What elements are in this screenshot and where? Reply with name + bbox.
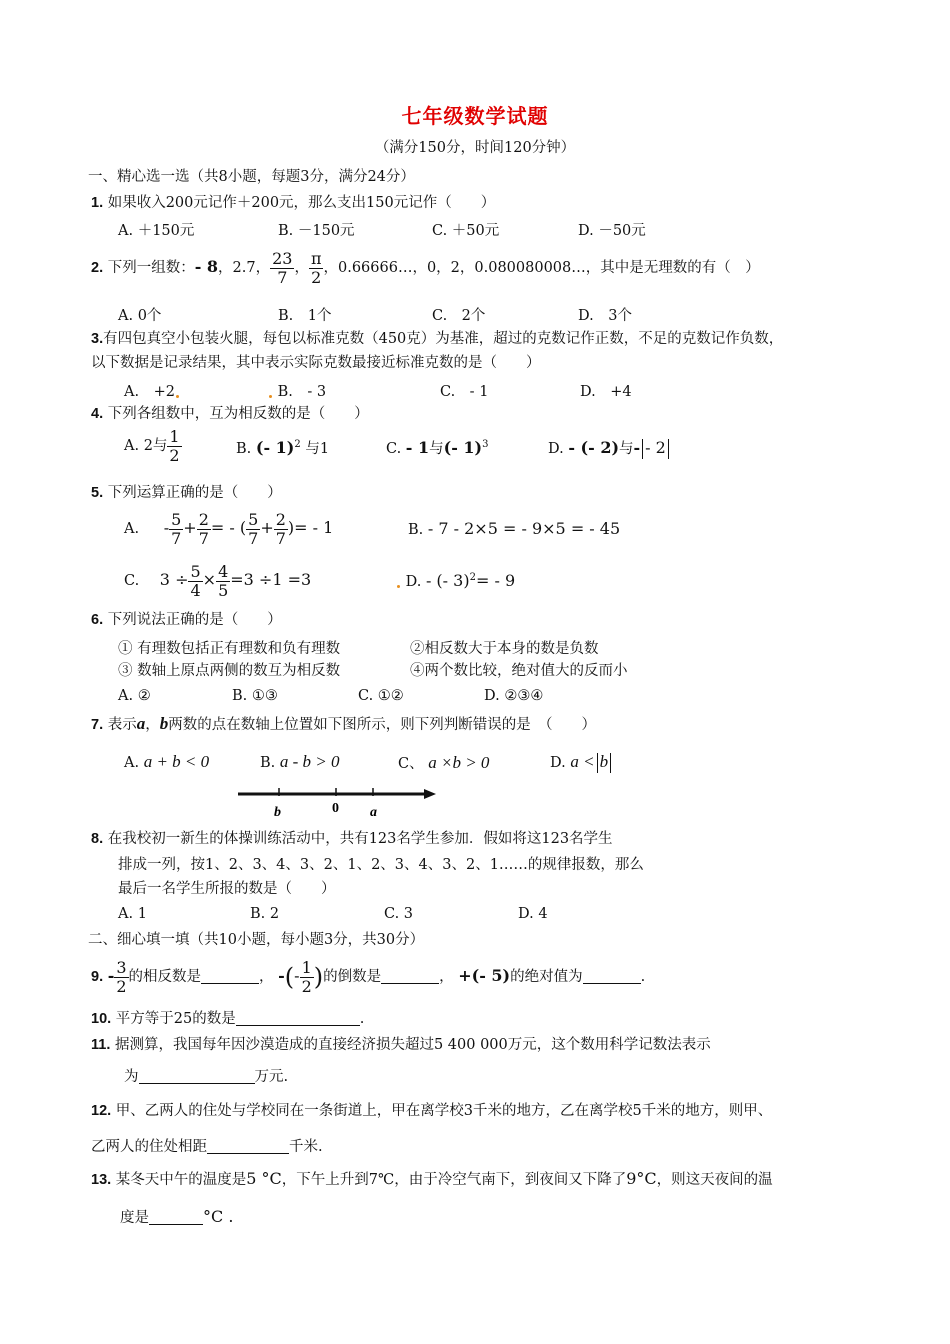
question-11 xyxy=(91,1036,711,1054)
question-stem: 下列运算正确的是（ ） xyxy=(107,485,282,501)
abs-bar-right xyxy=(610,753,611,773)
result: = - 1 xyxy=(294,518,334,537)
option-label: D. xyxy=(550,755,566,771)
question-4 xyxy=(91,405,369,423)
question-1 xyxy=(91,194,495,212)
fraction-23-7 xyxy=(270,250,294,287)
exponent: 2 xyxy=(294,439,301,451)
question-number: 12. xyxy=(91,1103,112,1119)
question-stem: 如果收入200元记作＋200元，那么支出150元记作（ ） xyxy=(107,195,496,211)
q8-option-b[interactable]: B. 2 xyxy=(250,906,280,922)
option-label: A. +2 xyxy=(124,384,175,400)
question-number: 5. xyxy=(91,485,104,501)
q3-option-a[interactable] xyxy=(124,380,180,401)
question-number: 10. xyxy=(91,1011,112,1027)
page-subtitle: （满分150分，时间120分钟） xyxy=(374,140,576,156)
mark-dot xyxy=(397,585,400,588)
separator: ， xyxy=(145,717,160,733)
q7-option-d[interactable] xyxy=(550,752,613,773)
statement-2: ②相反数大于本身的数是负数 xyxy=(410,641,599,657)
question-2 xyxy=(91,247,760,288)
expression: a - b > 0 xyxy=(279,752,340,771)
question-stem-b: 两数的点在数轴上位置如下图所示，则下列判断错误的是 （ ） xyxy=(168,717,596,733)
q1-option-a[interactable]: A. ＋150元 xyxy=(118,223,195,239)
question-number: 6. xyxy=(91,612,104,628)
denominator: 2 xyxy=(311,267,322,287)
number-line xyxy=(236,784,440,824)
section-1-heading: 一、精心选一选（共8小题，每题3分，满分24分） xyxy=(88,169,415,185)
close-paren: ) xyxy=(313,963,324,991)
option-label: B. - 3 xyxy=(277,384,327,400)
expression: - 1 xyxy=(405,438,430,457)
abs-bar-left xyxy=(642,439,643,459)
fraction xyxy=(246,511,260,548)
exponent: 2 xyxy=(469,572,476,584)
fraction xyxy=(216,563,230,600)
q8-option-d[interactable]: D. 4 xyxy=(518,906,548,922)
answer-blank[interactable] xyxy=(139,1069,255,1084)
variable-b: b xyxy=(159,714,169,733)
answer-blank-3[interactable] xyxy=(583,969,641,984)
numerator: 1 xyxy=(301,957,312,977)
text: 某冬天中午的温度是 xyxy=(115,1172,247,1188)
connector: 与 xyxy=(619,441,634,457)
temperature-1: 5 °C xyxy=(246,1169,282,1188)
q3-option-b[interactable] xyxy=(268,380,326,401)
question-number: 2. xyxy=(91,260,104,276)
q3-option-c[interactable]: C. - 1 xyxy=(440,384,489,400)
close-paren: ) xyxy=(287,518,295,537)
question-8-line-2: 排成一列，按1、2、3、4、3、2、1、2、3、4、3、2、1……的规律报数，那么 xyxy=(118,857,644,873)
question-number: 3. xyxy=(91,331,104,347)
fraction-1-2 xyxy=(167,428,181,465)
separator: ，2.7， xyxy=(218,260,271,276)
denominator: 2 xyxy=(301,976,312,996)
question-number: 7. xyxy=(91,717,104,733)
option-label: D. xyxy=(405,574,422,590)
q4-option-a[interactable] xyxy=(124,426,182,466)
numerator: 1 xyxy=(169,426,180,446)
connector: 与 xyxy=(429,441,444,457)
question-stem: 下列说法正确的是（ ） xyxy=(107,612,282,628)
q7-option-c[interactable] xyxy=(398,752,489,773)
label-a: a xyxy=(370,805,377,820)
text: 乙两人的住处相距 xyxy=(91,1139,207,1155)
option-label: C. xyxy=(124,573,140,589)
question-5 xyxy=(91,484,282,502)
q4-option-b[interactable] xyxy=(236,437,329,458)
expression: (- 1) xyxy=(255,438,295,457)
abs-bar-left xyxy=(597,753,598,773)
q2-option-d[interactable]: D. 3个 xyxy=(578,308,632,324)
question-7 xyxy=(91,715,596,734)
period: . xyxy=(640,969,646,985)
question-10 xyxy=(91,1010,364,1028)
text: 度是 xyxy=(120,1210,149,1226)
option-label: C. xyxy=(386,441,402,457)
option-label: B. xyxy=(408,522,424,538)
minus-sign: - xyxy=(107,966,115,985)
open-paren: ( xyxy=(284,963,295,991)
question-13-line-2 xyxy=(120,1208,233,1227)
option-label: A. xyxy=(124,521,140,537)
q8-option-a[interactable]: A. 1 xyxy=(118,906,147,922)
denominator: 2 xyxy=(116,976,127,996)
temperature-2: 9°C xyxy=(626,1169,657,1188)
answer-blank[interactable] xyxy=(207,1139,289,1154)
q5-option-c[interactable] xyxy=(124,560,311,601)
question-3 xyxy=(91,330,783,348)
period: . xyxy=(359,1011,365,1027)
question-3-line-2: 以下数据是记录结果，其中表示实际克数最接近标准克数的是（ ） xyxy=(91,355,541,371)
denominator: 2 xyxy=(169,445,180,465)
numerator: 3 xyxy=(116,957,127,977)
question-number: 9. xyxy=(91,969,104,985)
numerator: 2 xyxy=(198,509,209,529)
numerator: 5 xyxy=(171,509,182,529)
expression: - (- 3) xyxy=(425,571,470,590)
numerator: 2 xyxy=(275,509,286,529)
expression: a ×b > 0 xyxy=(428,753,490,772)
minus-sign: - xyxy=(163,518,170,537)
expression-pre: 3 ÷ xyxy=(159,570,189,589)
option-label: A. 2 xyxy=(124,438,153,454)
text: 的绝对值为 xyxy=(510,969,583,985)
statement-4: ④两个数比较，绝对值大的反而小 xyxy=(410,663,628,679)
numerator: 4 xyxy=(218,561,229,581)
q1-option-c[interactable]: C. ＋50元 xyxy=(432,223,500,239)
expression-2: (- 1) xyxy=(443,438,483,457)
q3-option-d[interactable]: D. +4 xyxy=(580,384,632,400)
option-label: B. xyxy=(236,441,252,457)
q4-option-c[interactable] xyxy=(386,437,489,458)
numerator: π xyxy=(310,248,322,268)
q2-option-c[interactable]: C. 2个 xyxy=(432,308,486,324)
question-11-line-2 xyxy=(124,1068,288,1086)
equals-minus-paren: = - ( xyxy=(210,518,247,537)
answer-blank[interactable] xyxy=(149,1210,203,1225)
abs-content: b xyxy=(599,752,609,771)
section-2-heading: 二、细心填一填（共10小题，每小题3分，共30分） xyxy=(88,932,425,948)
axis-arrow xyxy=(424,789,436,799)
question-stem-a: 下列一组数： xyxy=(107,260,195,276)
question-number: 4. xyxy=(91,406,104,422)
times-sign: × xyxy=(202,570,217,589)
text: 万元. xyxy=(254,1069,289,1085)
text: 的相反数是 xyxy=(128,969,202,985)
q5-option-a[interactable] xyxy=(124,508,333,549)
fraction xyxy=(274,511,288,548)
question-stem: 平方等于25的数是 xyxy=(115,1011,236,1027)
question-stem-line-1: 在我校初一新生的体操训练活动中，共有123名学生参加．假如将这123名学生 xyxy=(107,831,613,847)
q6-option-c[interactable]: C. ①② xyxy=(358,688,404,704)
mark-dot xyxy=(176,395,179,398)
q5-option-b[interactable] xyxy=(408,519,620,538)
answer-blank-2[interactable] xyxy=(381,969,439,984)
question-8-line-3: 最后一名学生所报的数是（ ） xyxy=(118,881,336,897)
q5-option-d[interactable] xyxy=(396,571,515,590)
abs-content: - 2 xyxy=(645,438,666,457)
value-minus-8: - 8 xyxy=(194,257,219,276)
label-0: 0 xyxy=(332,801,339,816)
minus-sign: - xyxy=(294,966,300,985)
text: ，则这天夜间的温 xyxy=(656,1172,773,1188)
text: 千米. xyxy=(289,1139,323,1155)
expression: a + b < 0 xyxy=(143,752,210,771)
fraction-pi-2 xyxy=(309,250,324,287)
q2-option-a[interactable]: A. 0个 xyxy=(118,308,162,324)
plus-sign: + xyxy=(260,518,274,537)
denominator: 7 xyxy=(277,267,288,287)
question-number: 13. xyxy=(91,1172,112,1188)
expression-post: =3 ÷1 =3 xyxy=(230,570,312,589)
question-9 xyxy=(91,956,645,997)
fraction-1-2 xyxy=(300,959,314,996)
q6-option-a[interactable]: A. ② xyxy=(118,688,151,704)
text: 的倒数是 xyxy=(323,969,382,985)
q7-option-a[interactable] xyxy=(124,752,209,772)
option-tail: 与1 xyxy=(305,441,330,457)
denominator: 4 xyxy=(190,580,201,600)
fraction xyxy=(197,511,211,548)
text: 为 xyxy=(124,1069,139,1085)
q4-option-d[interactable] xyxy=(548,437,671,459)
minus-sign: - xyxy=(278,966,285,985)
plus-sign: + xyxy=(183,518,197,537)
question-12-line-2 xyxy=(91,1138,323,1156)
answer-blank-1[interactable] xyxy=(201,969,259,984)
expression: - 7 - 2×5 = - 9×5 = - 45 xyxy=(427,519,621,538)
denominator: 5 xyxy=(218,580,229,600)
statement-1: ① 有理数包括正有理数和负有理数 xyxy=(118,641,341,657)
expression: - (- 2) xyxy=(568,438,620,457)
option-label: A. xyxy=(124,755,140,771)
question-stem-line-1: 有四包真空小包装火腿，每包以标准克数（450克）为基准，超过的克数记作正数，不足的克数记作负数， xyxy=(103,331,784,347)
separator: ， xyxy=(294,260,309,276)
denominator: 7 xyxy=(275,528,286,548)
fraction-3-2 xyxy=(114,959,128,996)
page-title: 七年级数学试题 xyxy=(401,104,549,128)
question-stem-b: ，0.66666…，0，2，0.080080008…，其中是无理数的有（ ） xyxy=(323,260,760,276)
numerator: 5 xyxy=(248,509,259,529)
option-label: B. xyxy=(260,755,276,771)
numerator: 5 xyxy=(190,561,201,581)
denominator: 7 xyxy=(171,528,182,548)
text: ，下午上升到7℃，由于冷空气南下，到夜间又下降了 xyxy=(281,1172,627,1188)
expression: a < xyxy=(570,752,595,771)
label-b: b xyxy=(274,805,281,820)
question-6 xyxy=(91,611,282,629)
question-stem-a: 表示 xyxy=(107,717,137,733)
q7-option-b[interactable] xyxy=(260,752,340,772)
numerator: 23 xyxy=(272,248,293,268)
q6-option-b[interactable]: B. ①③ xyxy=(232,688,278,704)
exponent: 3 xyxy=(482,439,489,451)
q1-option-b[interactable]: B. －150元 xyxy=(278,223,355,239)
expression: +(- 5) xyxy=(458,966,511,985)
question-stem-line-1: 据测算，我国每年因沙漠造成的直接经济损失超过5 400 000万元，这个数用科学记数法表示 xyxy=(114,1037,711,1053)
variable-a: a xyxy=(136,714,146,733)
connector: 与 xyxy=(152,438,168,454)
fraction xyxy=(169,511,183,548)
abs-bar-right xyxy=(668,439,669,459)
denominator: 7 xyxy=(248,528,259,548)
q2-option-b[interactable]: B. 1个 xyxy=(278,308,332,324)
fraction xyxy=(188,563,202,600)
question-12 xyxy=(91,1102,772,1120)
q1-option-d[interactable]: D. －50元 xyxy=(578,223,646,239)
denominator: 7 xyxy=(198,528,209,548)
question-number: 8. xyxy=(91,831,104,847)
answer-blank[interactable] xyxy=(236,1011,360,1026)
question-stem-line-1: 甲、乙两人的住处与学校同在一条街道上，甲在离学校3千米的地方，乙在离学校5千米的地方，则甲、 xyxy=(115,1103,773,1119)
question-number: 1. xyxy=(91,195,104,211)
question-13 xyxy=(91,1170,773,1189)
separator: ， xyxy=(439,969,454,985)
text: °C . xyxy=(203,1207,234,1226)
mark-dot xyxy=(269,395,272,398)
question-number: 11. xyxy=(91,1037,111,1053)
question-stem: 下列各组数中，互为相反数的是（ ） xyxy=(107,406,369,422)
question-8 xyxy=(91,830,613,848)
q8-option-c[interactable]: C. 3 xyxy=(384,906,414,922)
q6-option-d[interactable]: D. ②③④ xyxy=(484,688,544,704)
option-label: D. xyxy=(548,441,564,457)
separator: ， xyxy=(259,969,274,985)
option-label: C、 xyxy=(398,756,424,772)
expression-post: = - 9 xyxy=(475,571,516,590)
statement-3: ③ 数轴上原点两侧的数互为相反数 xyxy=(118,663,341,679)
expression-2: - xyxy=(633,438,641,457)
